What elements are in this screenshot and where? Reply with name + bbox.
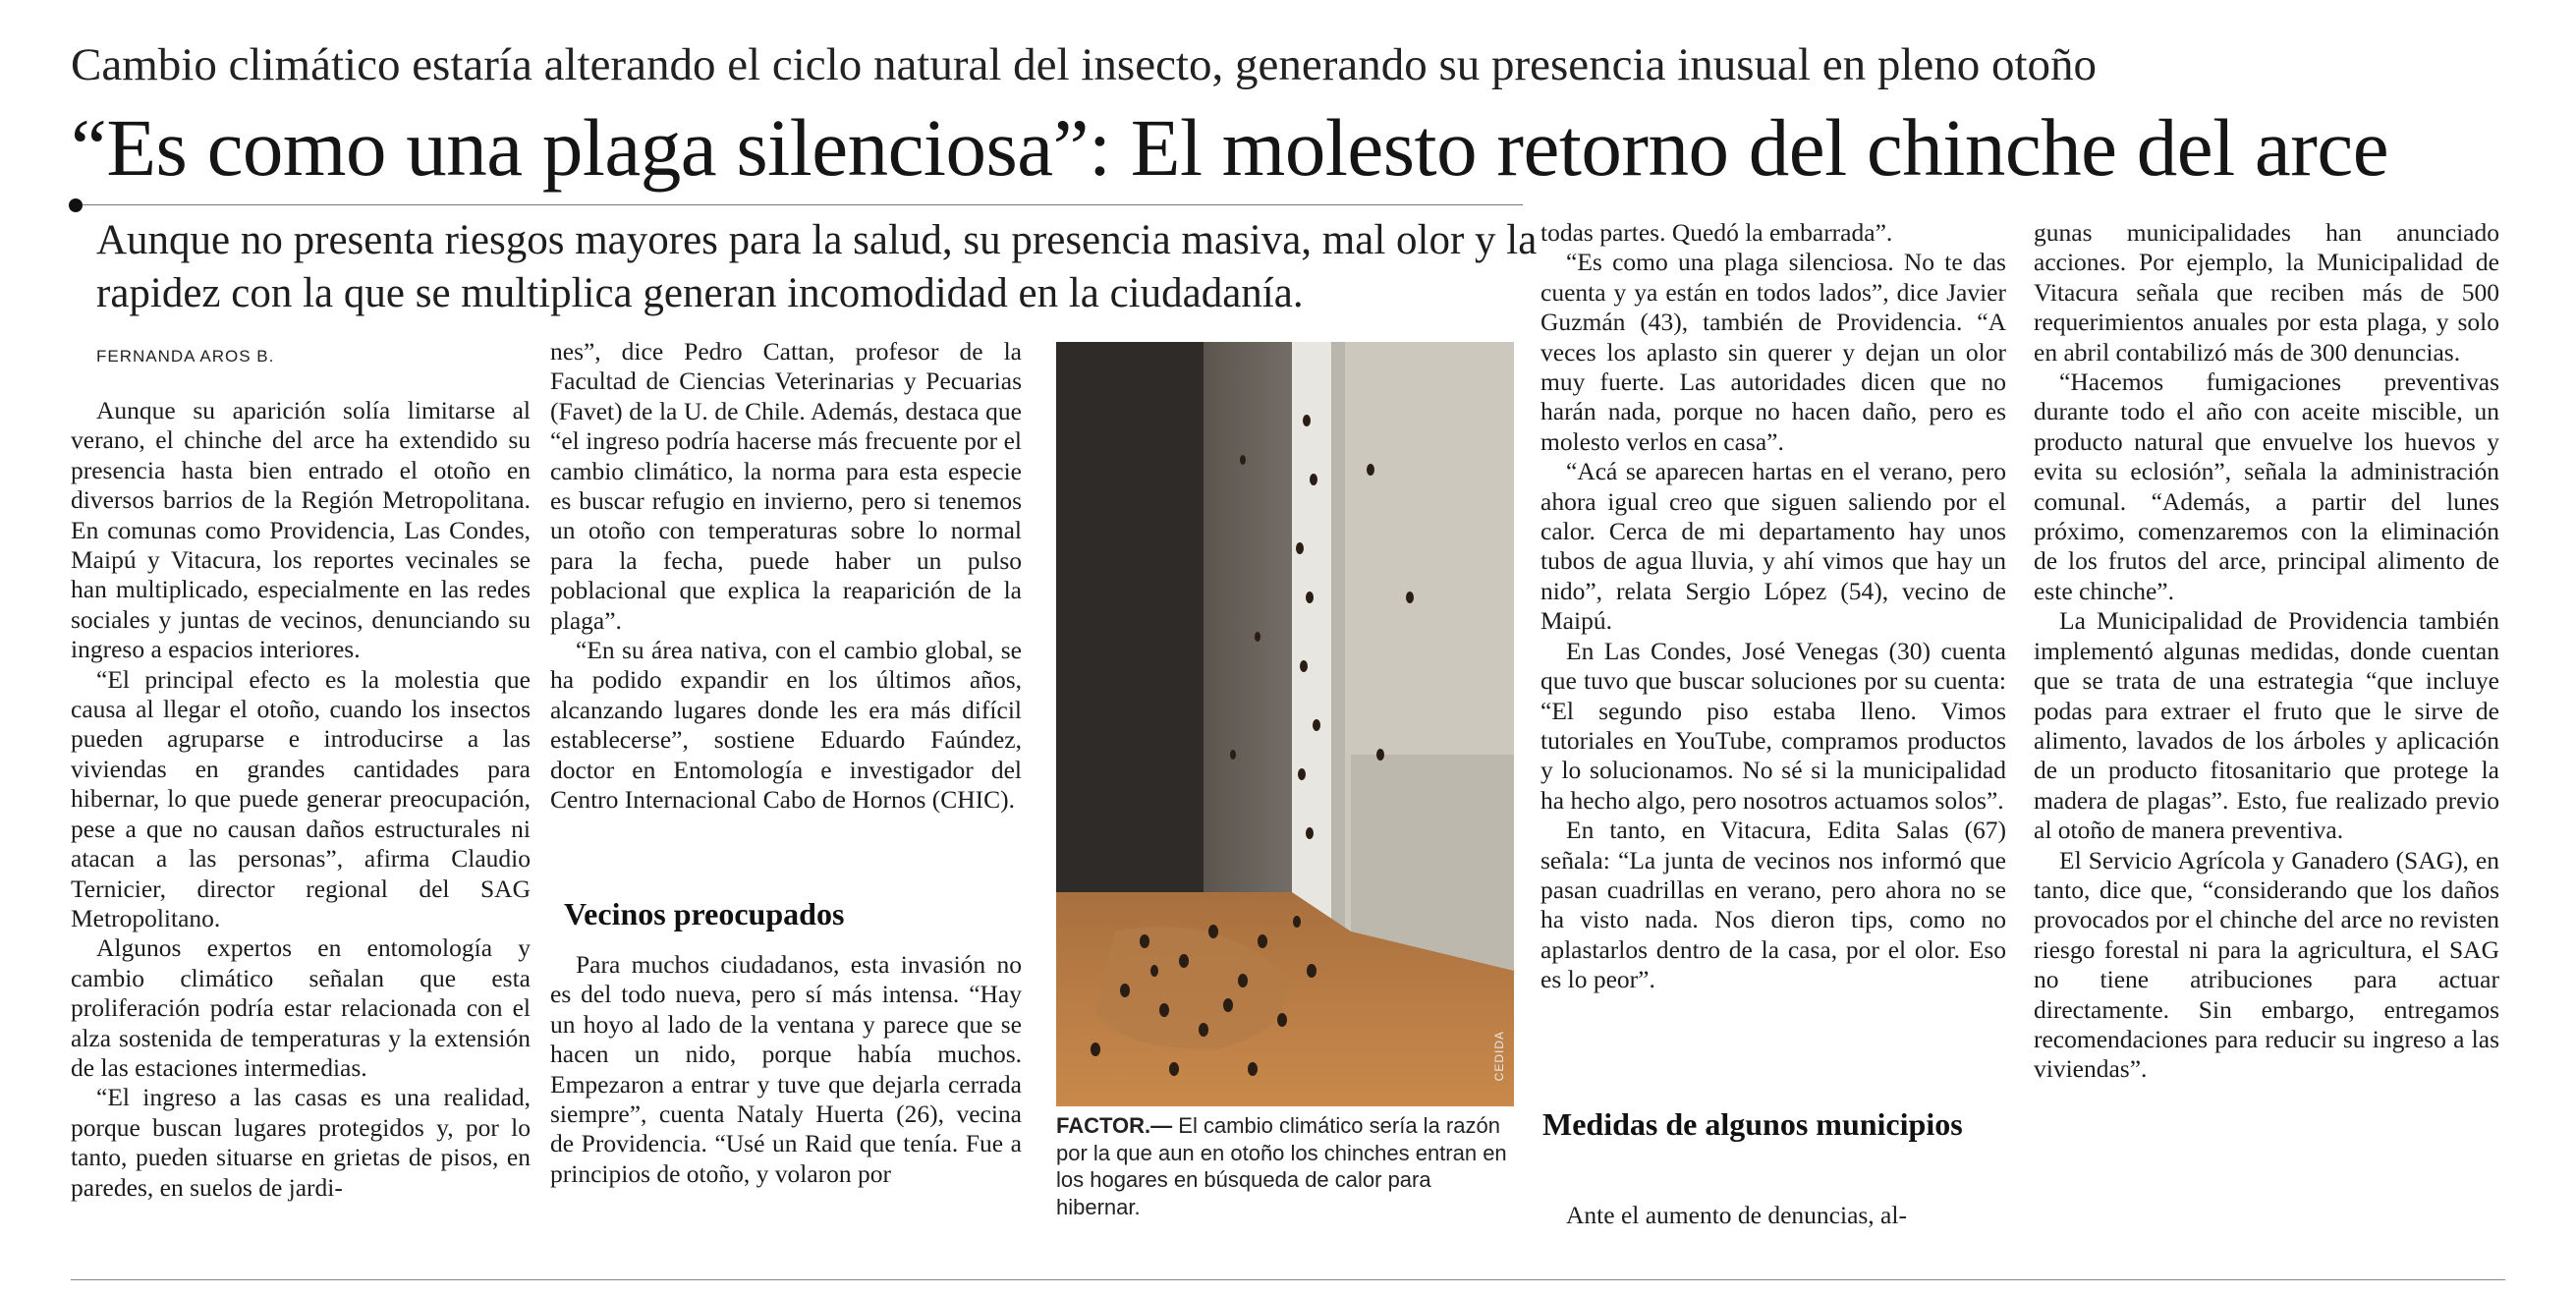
headline: “Es como una plaga silenciosa”: El molesto retorno del chinche del arce [71, 102, 2389, 193]
kicker: Cambio climático estaría alterando el ciclo natural del insecto, generando su presencia inusual en pleno otoño [71, 39, 2098, 90]
subhead-vecinos: Vecinos preocupados [564, 896, 845, 931]
paragraph: Para muchos ciudadanos, esta invasión no es del todo nueva, pero sí más intensa. “Hay un hoyo al lado de la ventana y parece que se hacen un nido, porque había muchos. Empezaron a entrar y tuve que dejarla cerrada siempre”, cuenta Nataly Huerta (26), vecina de Providencia. “Usé un Raid que tenía. Fue a principios de otoño, y volaron por [550, 950, 1022, 1188]
paragraph: “El principal efecto es la molestia que causa al llegar el otoño, cuando los insectos pueden agruparse e introducirse a las viviendas en grandes cantidades para hibernar, lo que puede generar preocupación, pese a que no causan daños estructurales ni atacan a las personas”, afirma Claudio Ternicier, director regional del SAG Metropolitano. [71, 664, 531, 932]
caption-text: El cambio climático sería la razón por la que aun en otoño los chinches entran en los hogares en búsqueda de calor para hibernar. [1056, 1113, 1507, 1219]
paragraph: Ante el aumento de denuncias, al- [1566, 1201, 1907, 1229]
deck-rule [83, 204, 1523, 205]
subhead-medidas: Medidas de algunos municipios [1542, 1106, 1963, 1142]
column-3-lower [1540, 1201, 2006, 1230]
paragraph: Algunos expertos en entomología y cambio climático señalan que esta proliferación podría estar relacionada con el alza sostenida de temperaturas y la extensión de las estaciones intermedias. [71, 933, 531, 1082]
paragraph: “Es como una plaga silenciosa. No te das cuenta y ya están en todos lados”, dice Javier Guzmán (43), también de Providencia. “A veces los aplasto sin querer y dejan un olor muy fuerte. Las autoridades dicen que no harán nada, porque no hacen daño, pero es molesto verlos en casa”. [1540, 248, 2006, 456]
paragraph: Aunque su aparición solía limitarse al verano, el chinche del arce ha extendido su presencia hasta bien entrado el otoño en diversos barrios de la Región Metropolitana. En comunas como Providencia, Las Condes, Maipú y Vitacura, los reportes vecinales se han multiplicado, especialmente en las redes sociales y juntas de vecinos, denunciando su ingreso a espacios interiores. [71, 396, 531, 664]
paragraph: En Las Condes, José Venegas (30) cuenta que tuvo que buscar soluciones por su cuenta: “El segundo piso estaba lleno. Vimos tutoriales en YouTube, compramos productos y lo solucionamos. No sé si la municipalidad ha hecho algo, pero nosotros actuamos solos”. [1540, 636, 2006, 815]
photo-credit: CEDIDA [1492, 1030, 1506, 1081]
column-4 [2034, 218, 2499, 1085]
bullet-dot [69, 198, 83, 212]
paragraph: “El ingreso a las casas es una realidad, porque buscan lugares protegidos y, por lo tanto, pueden situarse en grietas de pisos, en paredes, en suelos de jardi- [71, 1083, 531, 1202]
paragraph: En tanto, en Vitacura, Edita Salas (67) señala: “La junta de vecinos nos informó que pasan cuadrillas en verano, pero ahora no se ha visto nada. Nos dieron tips, como no aplastarlos dentro de la casa, por el olor. Eso es lo peor”. [1540, 816, 2006, 994]
paragraph: gunas municipalidades han anunciado acciones. Por ejemplo, la Municipalidad de Vitacura señala que reciben más de 500 requerimientos anuales por esta plaga, y solo en abril contabilizó más de 300 denuncias. [2034, 218, 2499, 367]
column-2 [550, 337, 1022, 816]
paragraph: nes”, dice Pedro Cattan, profesor de la Facultad de Ciencias Veterinarias y Pecuarias (Favet) de la U. de Chile. Además, destaca que “el ingreso podría hacerse más frecuente por el cambio climático, la norma para esta especie es buscar refugio en invierno, pero si tenemos un otoño con temperaturas sobre lo normal para la fecha, puede haber un pulso poblacional que explica la reaparición de la plaga”. [550, 337, 1022, 635]
paragraph: El Servicio Agrícola y Ganadero (SAG), en tanto, dice que, “considerando que los daños provocados por el chinche del arce no revisten riesgo forestal ni para la agricultura, el SAG no tiene atribuciones para actuar directamente. Sin embargo, entregamos recomendaciones para reducir su ingreso a las viviendas”. [2034, 845, 2499, 1084]
caption-label: FACTOR.— [1056, 1113, 1173, 1138]
deck: Aunque no presenta riesgos mayores para la salud, su presencia masiva, mal olor y la rapidez con la que se multiplica generan incomodidad en la ciudadanía. [96, 217, 1538, 316]
photo-window-insects [1056, 342, 1514, 1106]
column-3 [1540, 218, 2006, 995]
page-bottom-rule [71, 1279, 2505, 1280]
paragraph: “Acá se aparecen hartas en el verano, pero ahora igual creo que siguen saliendo por el calor. Cerca de mi departamento hay unos tubos de agua lluvia, y ahí vimos que hay un nido”, relata Sergio López (54), vecino de Maipú. [1540, 457, 2006, 636]
photo-caption [1056, 1112, 1518, 1220]
column-2-lower [550, 950, 1022, 1189]
paragraph: “En su área nativa, con el cambio global, se ha podido expandir en los últimos años, alcanzando lugares donde les era más difícil establecerse”, sostiene Eduardo Faúndez, doctor en Entomología e investigador del Centro Internacional Cabo de Hornos (CHIC). [550, 636, 1022, 815]
paragraph: “Hacemos fumigaciones preventivas durante todo el año con aceite miscible, un producto natural que envuelve los huevos y evita su eclosión”, señala la administración comunal. “Además, a partir del lunes próximo, comenzaremos con la eliminación de los frutos del arce, principal alimento de este chinche”. [2034, 367, 2499, 605]
paragraph: La Municipalidad de Providencia también implementó algunas medidas, donde cuentan que se trata de una estrategia “que incluye podas para extraer el fruto que le sirve de alimento, lavados de los árboles y aplicación de un producto fitosanitario que protege la madera de plagas”. Esto, fue realizado previo al otoño de manera preventiva. [2034, 606, 2499, 845]
paragraph: todas partes. Quedó la embarrada”. [1540, 218, 1893, 247]
byline: FERNANDA AROS B. [96, 347, 275, 366]
article-photo [1056, 342, 1514, 1106]
column-1 [71, 396, 531, 1203]
